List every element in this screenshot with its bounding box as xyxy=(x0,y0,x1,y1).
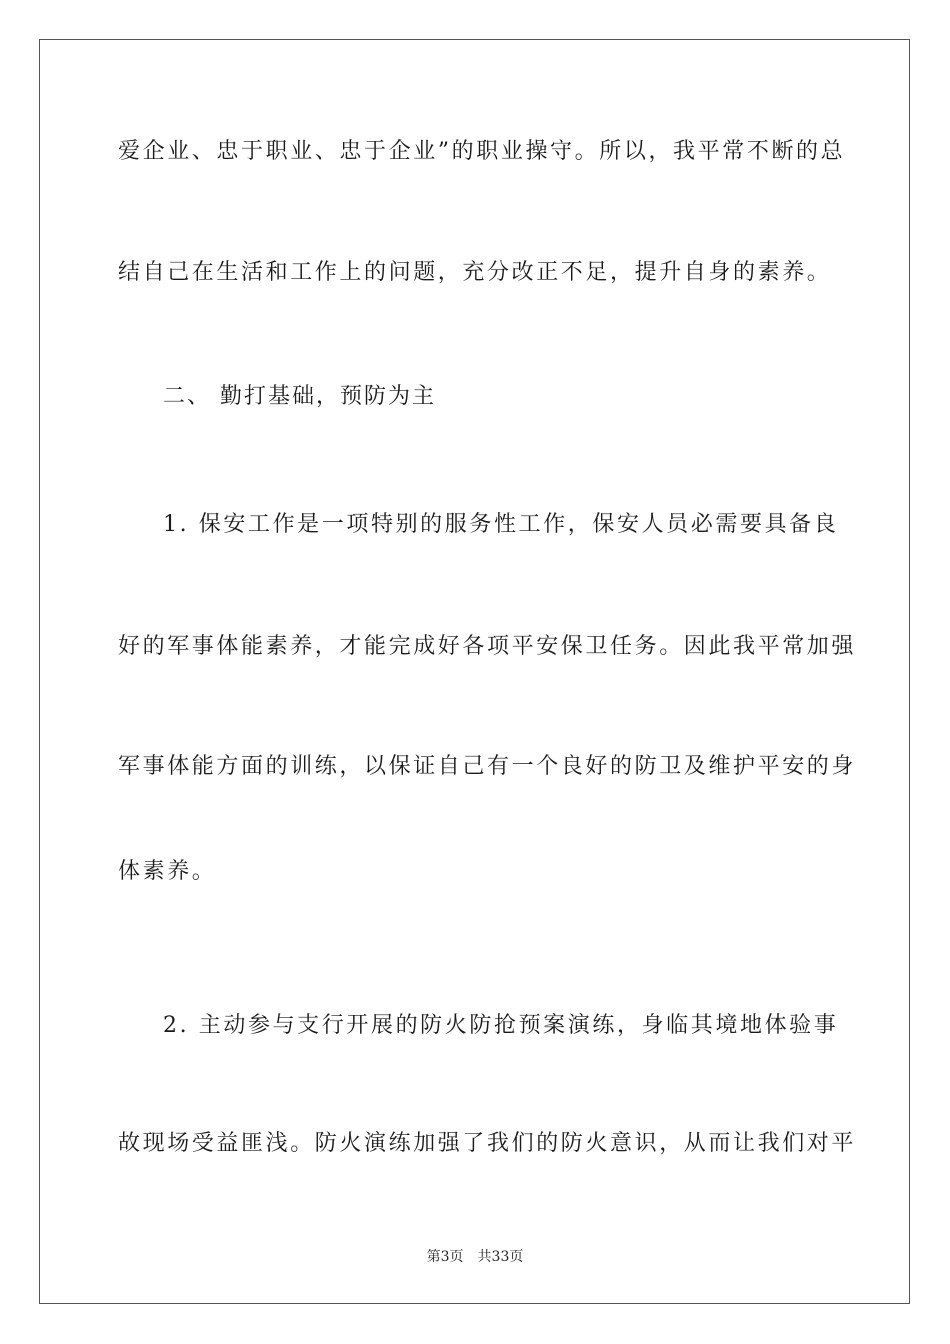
body-text-line-2: 结自己在生活和工作上的问题，充分改正不足，提升自身的素养。 xyxy=(118,260,832,285)
page-total: 共33页 xyxy=(477,1249,524,1265)
body-text-line-8: 故现场受益匪浅。防火演练加强了我们的防火意识，从而让我们对平 xyxy=(118,1131,857,1156)
page-number: 第3页 xyxy=(426,1249,464,1265)
page-footer xyxy=(0,1248,950,1266)
body-text-line-1: 爱企业、忠于职业、忠于企业”的职业操守。所以，我平常不断的总 xyxy=(118,139,846,164)
page-border xyxy=(39,39,910,1304)
section-heading: 二、 勤打基础，预防为主 xyxy=(163,384,436,409)
body-text-line-4: 好的军事体能素养，才能完成好各项平安保卫任务。因此我平常加强 xyxy=(118,634,857,659)
body-text-line-5: 军事体能方面的训练，以保证自己有一个良好的防卫及维护平安的身 xyxy=(118,754,857,779)
body-text-line-7: 2. 主动参与支行开展的防火防抢预案演练，身临其境地体验事 xyxy=(163,1013,839,1038)
body-text-line-3: 1. 保安工作是一项特别的服务性工作，保安人员必需要具备良 xyxy=(163,512,839,537)
body-text-line-6: 体素养。 xyxy=(118,859,217,884)
